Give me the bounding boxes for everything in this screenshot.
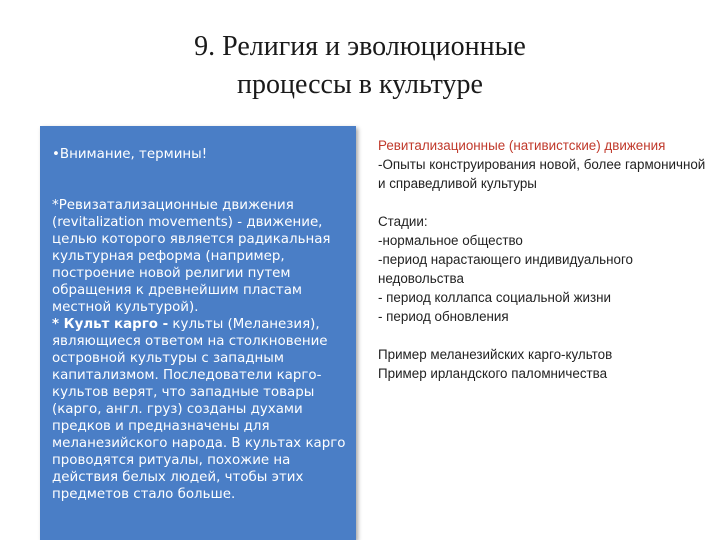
revitalization-definition: -Опыты конструирования новой, более гармоничной и справедливой культуры	[378, 157, 706, 191]
example-item: Пример ирландского паломничества	[378, 366, 608, 381]
stage-item: - период обновления	[378, 309, 509, 324]
stage-item: - период коллапса социальной жизни	[378, 290, 612, 305]
slide-title	[0, 28, 720, 104]
terms-heading: •Внимание, термины!	[52, 147, 208, 162]
stages-label: Стадии:	[378, 214, 428, 229]
revitalization-block	[378, 136, 708, 193]
right-column	[378, 136, 708, 402]
revitalization-heading: Ревитализационные (нативистские) движения	[378, 138, 666, 153]
examples-block	[378, 345, 708, 383]
stage-item: -нормальное общество	[378, 233, 523, 248]
stage-item: -период нарастающего индивидуального недовольства	[378, 252, 633, 286]
term-cargo-cult-body: культы (Меланезия), являющиеся ответом на столкновение островной культуры с западным капитализмом. Последователи карго-культов верят, что западные товары (карго, англ. груз) созданы духами предков и предназначены для меланезийского народа. В культах карго проводятся ритуалы, похожие на действия белых людей, чтобы этих предметов стало больше.	[52, 317, 346, 502]
stages-block	[378, 212, 708, 326]
terms-panel	[52, 146, 352, 503]
term-revitalization-head: *Ревизатализационные движения (revitalization movements) -	[52, 198, 294, 230]
slide-title-line-1: 9. Религия и эволюционные	[194, 31, 526, 62]
term-revitalization	[52, 197, 352, 316]
term-revitalization-body: движение, целью которого является радикальная культурная реформа (например, построение новой религии путем обращения к древнейшим пластам местной культурой).	[52, 215, 331, 315]
term-cargo-cult	[52, 316, 352, 503]
term-cargo-cult-head: * Культ карго -	[52, 317, 169, 332]
slide-title-line-2: процессы в культуре	[237, 69, 483, 100]
example-item: Пример меланезийских карго-культов	[378, 347, 613, 362]
